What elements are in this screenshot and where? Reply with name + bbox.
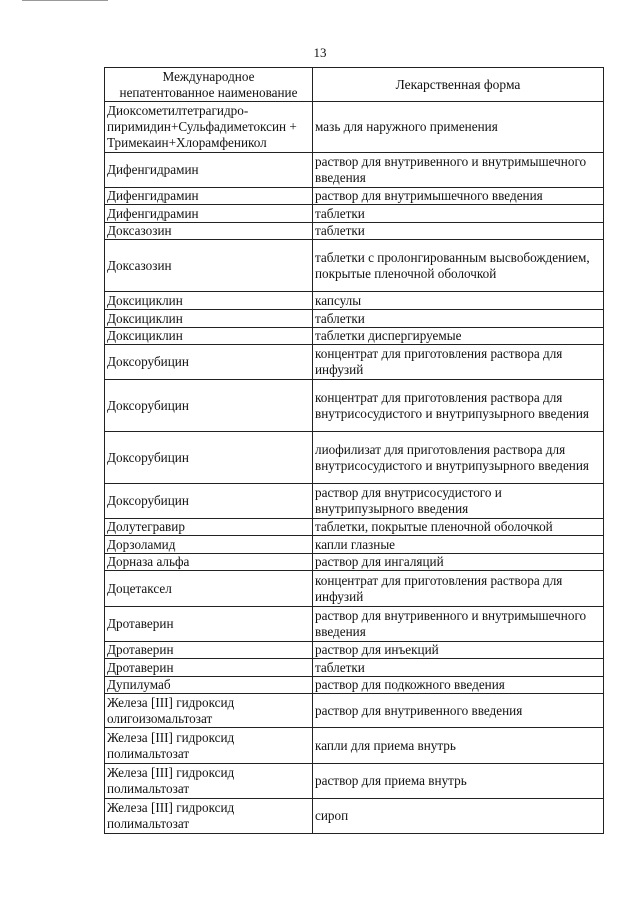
cell-name: Дифенгидрамин	[105, 205, 313, 223]
header-name-line2: непатентованное наименование	[119, 84, 298, 100]
cell-form: лиофилизат для приготовления раствора для внутрисосудистого и внутрипузырного введения	[313, 432, 604, 484]
cell-form: таблетки, покрытые пленочной оболочкой	[313, 519, 604, 536]
table-row	[105, 292, 604, 310]
table-row	[105, 519, 604, 536]
cell-name: Дорназа альфа	[105, 554, 313, 571]
table-row	[105, 328, 604, 345]
cell-name: Дорзоламид	[105, 536, 313, 554]
table-row	[105, 799, 604, 834]
page-number: 13	[313, 45, 327, 60]
table-row	[105, 345, 604, 380]
table-row	[105, 642, 604, 659]
cell-name: Дротаверин	[105, 642, 313, 659]
table-row	[105, 536, 604, 554]
cell-name: Доксорубицин	[105, 380, 313, 432]
table-row	[105, 484, 604, 519]
cell-name: Дротаверин	[105, 607, 313, 642]
table-row	[105, 188, 604, 205]
cell-name: Дротаверин	[105, 659, 313, 677]
cell-form: раствор для внутривенного введения	[313, 694, 604, 728]
cell-name: Железа [III] гидроксид олигоизомальтозат	[105, 694, 313, 728]
cell-form: раствор для внутрисосудистого и внутрипузырного введения	[313, 484, 604, 519]
cell-form: таблетки с пролонгированным высвобождением, покрытые пленочной оболочкой	[313, 240, 604, 292]
table-row	[105, 223, 604, 240]
header-name-line1: Международное	[162, 68, 255, 84]
cell-form: концентрат для приготовления раствора для инфузий	[313, 345, 604, 380]
cell-name: Железа [III] гидроксид полимальтозат	[105, 728, 313, 764]
header-form: Лекарственная форма	[313, 68, 604, 102]
cell-name: Доксорубицин	[105, 484, 313, 519]
table-row	[105, 728, 604, 764]
cell-form: таблетки	[313, 223, 604, 240]
table-row	[105, 571, 604, 607]
cell-form: раствор для внутривенного и внутримышечного введения	[313, 607, 604, 642]
table-row	[105, 153, 604, 188]
cell-form: раствор для приема внутрь	[313, 764, 604, 799]
scan-edge-mark	[22, 0, 108, 1]
cell-name: Дифенгидрамин	[105, 153, 313, 188]
cell-name: Доксициклин	[105, 328, 313, 345]
table-row	[105, 380, 604, 432]
cell-form: раствор для ингаляций	[313, 554, 604, 571]
cell-name: Железа [III] гидроксид полимальтозат	[105, 764, 313, 799]
table-row	[105, 240, 604, 292]
table-row	[105, 694, 604, 728]
cell-name: Доцетаксел	[105, 571, 313, 607]
cell-name: Доксорубицин	[105, 432, 313, 484]
drug-table	[104, 67, 604, 834]
cell-form: раствор для внутримышечного введения	[313, 188, 604, 205]
cell-form: раствор для инъекций	[313, 642, 604, 659]
cell-form: концентрат для приготовления раствора для внутрисосудистого и внутрипузырного введения	[313, 380, 604, 432]
table-row	[105, 554, 604, 571]
cell-form: капли глазные	[313, 536, 604, 554]
table-row	[105, 607, 604, 642]
header-name	[105, 68, 313, 102]
table-header-row	[105, 68, 604, 102]
cell-form: таблетки	[313, 310, 604, 328]
cell-form: капсулы	[313, 292, 604, 310]
cell-name: Диоксометилтетрагидро-пиримидин+Сульфадиметоксин + Тримекаин+Хлорамфеникол	[105, 102, 313, 153]
table-row	[105, 659, 604, 677]
table-row	[105, 102, 604, 153]
cell-form: капли для приема внутрь	[313, 728, 604, 764]
table-row	[105, 677, 604, 694]
cell-form: раствор для внутривенного и внутримышечного введения	[313, 153, 604, 188]
cell-form: таблетки диспергируемые	[313, 328, 604, 345]
cell-name: Доксазозин	[105, 223, 313, 240]
table-row	[105, 764, 604, 799]
cell-form: концентрат для приготовления раствора для инфузий	[313, 571, 604, 607]
cell-name: Долутегравир	[105, 519, 313, 536]
table-row	[105, 205, 604, 223]
cell-name: Доксорубицин	[105, 345, 313, 380]
table-row	[105, 432, 604, 484]
cell-form: таблетки	[313, 659, 604, 677]
cell-form: сироп	[313, 799, 604, 834]
table-row	[105, 310, 604, 328]
cell-form: таблетки	[313, 205, 604, 223]
cell-name: Железа [III] гидроксид полимальтозат	[105, 799, 313, 834]
cell-form: раствор для подкожного введения	[313, 677, 604, 694]
cell-name: Доксазозин	[105, 240, 313, 292]
cell-name: Дупилумаб	[105, 677, 313, 694]
cell-form: мазь для наружного применения	[313, 102, 604, 153]
cell-name: Дифенгидрамин	[105, 188, 313, 205]
cell-name: Доксициклин	[105, 292, 313, 310]
cell-name: Доксициклин	[105, 310, 313, 328]
